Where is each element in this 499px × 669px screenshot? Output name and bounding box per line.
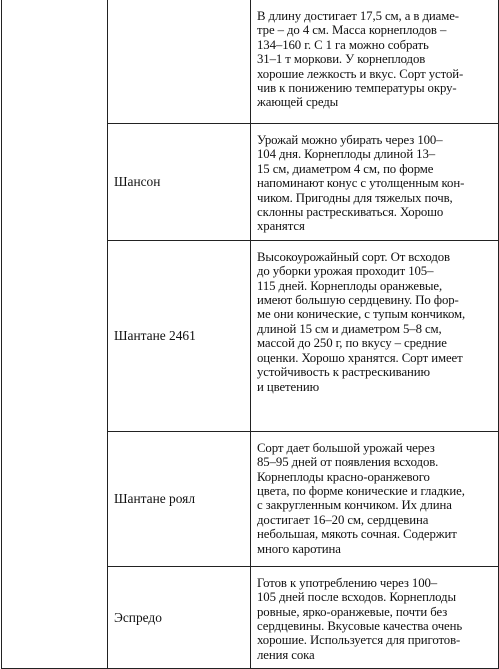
variety-description-cell	[251, 566, 499, 668]
description-line: Сорт дает большой урожай через	[257, 440, 435, 455]
table-row	[2, 0, 499, 124]
description-line: ления сока	[257, 647, 315, 662]
description-line: тре – до 4 см. Масса корнеплодов –	[257, 23, 447, 38]
description-line: длиной 15 см и диаметром 5–8 см,	[257, 321, 442, 336]
description-line: 85–95 дней от появления всходов.	[257, 455, 439, 470]
description-line: 15 см, диаметром 4 см, по форме	[257, 161, 434, 176]
table-body	[2, 0, 499, 669]
description-line: сердцевины. Вкусовые качества очень	[257, 619, 463, 634]
description-line: до уборки урожая проходит 105–	[257, 264, 434, 279]
description-line: небольшая, мякоть сочная. Содержит	[257, 527, 457, 542]
description-line: цвета, по форме конические и гладкие,	[257, 484, 465, 499]
carrot-varieties-table	[1, 0, 499, 669]
description-line: 105 дней после всходов. Корнеплоды	[257, 590, 456, 605]
description-line: ме они конические, с тупым кончиком,	[257, 307, 466, 322]
description-line: достигает 16–20 см, сердцевина	[257, 512, 429, 527]
description-line: хорошие. Используется для приготов-	[257, 633, 461, 648]
description-line: хорошие лежкость и вкус. Сорт устой-	[257, 66, 464, 81]
description-line: склонны растрескиваться. Хорошо	[257, 205, 444, 220]
variety-name-cell: Шантане роял	[108, 431, 251, 566]
variety-name-cell: Эспредо	[108, 566, 251, 668]
description-line: 104 дня. Корнеплоды длиной 13–	[257, 147, 436, 162]
description-line: 115 дней. Корнеплоды оранжевые,	[257, 278, 443, 293]
description-line: напоминают конус с утолщенным кон-	[257, 176, 465, 191]
description-line: чив к понижению температуры окру-	[257, 81, 457, 96]
description-line: оценки. Хорошо хранятся. Сорт имеет	[257, 350, 463, 365]
description-line: хранятся	[257, 219, 305, 234]
variety-name-cell	[108, 0, 251, 124]
variety-description-cell	[251, 431, 499, 566]
description-line: жающей среды	[257, 95, 339, 110]
description-line: с закругленным кончиком. Их длина	[257, 498, 452, 513]
description-line: 31–1 т моркови. У корнеплодов	[257, 52, 426, 67]
description-line: 134–160 г. С 1 га можно собрать	[257, 37, 429, 52]
variety-description-cell	[251, 240, 499, 431]
description-line: много каротина	[257, 541, 341, 556]
description-line: Корнеплоды красно-оранжевого	[257, 469, 430, 484]
description-line: В длину достигает 17,5 см, а в диаме-	[257, 9, 459, 23]
description-line: ровные, ярко-оранжевые, почти без	[257, 604, 448, 619]
description-line: и цветению	[257, 379, 320, 394]
description-line: массой до 250 г, по вкусу – средние	[257, 336, 447, 351]
variety-name-cell: Шантане 2461	[108, 240, 251, 431]
variety-description-cell	[251, 124, 499, 241]
group-cell	[2, 0, 108, 669]
variety-name-cell: Шансон	[108, 124, 251, 241]
description-line: имеют большую сердцевину. По фор-	[257, 293, 459, 308]
description-line: Урожай можно убирать через 100–	[257, 133, 443, 147]
description-line: Готов к употреблению через 100–	[257, 575, 438, 590]
description-line: чиком. Пригодны для тяжелых почв,	[257, 190, 453, 205]
description-line: устойчивость к растрескиванию	[257, 365, 430, 380]
variety-description-cell	[251, 0, 499, 124]
description-line: Высокоурожайный сорт. От всходов	[257, 249, 450, 264]
